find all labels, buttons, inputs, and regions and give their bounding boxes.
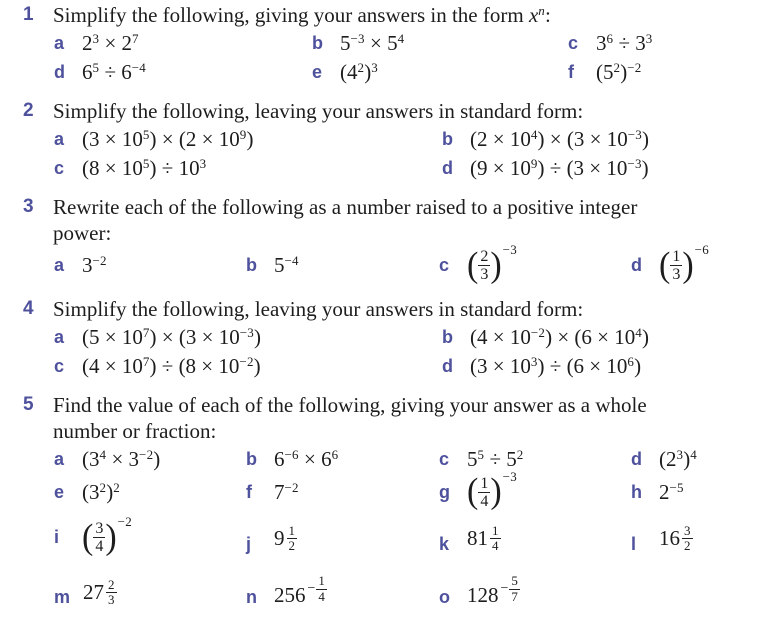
math-text: number or fraction: xyxy=(53,418,217,443)
math-text: 3 xyxy=(82,253,93,278)
math-text: 27 xyxy=(83,579,105,604)
math-text: ) xyxy=(153,446,161,471)
math-text: ÷ 3 xyxy=(613,31,646,55)
math-text: × 2 xyxy=(99,31,133,55)
math-text: ) ÷ (8 × 10 xyxy=(149,353,240,378)
item-letter: k xyxy=(439,533,450,554)
math-text: (2 xyxy=(659,446,677,471)
exponent: 4 xyxy=(397,31,405,46)
fraction xyxy=(670,248,682,284)
question-header xyxy=(23,296,760,322)
exercise-item xyxy=(442,155,760,182)
numerator: 3 xyxy=(95,520,104,538)
fraction xyxy=(509,574,520,604)
item-letter: e xyxy=(54,481,65,502)
item-expression xyxy=(467,525,501,564)
exercise-item xyxy=(54,30,312,57)
math-text: 2 xyxy=(659,479,670,504)
exercise-item xyxy=(246,512,439,564)
question-block xyxy=(23,296,760,380)
math-text: Find the value of each of the following, giving your answer as a whole xyxy=(53,392,647,417)
numerator: 1 xyxy=(672,248,681,265)
math-text: 81 xyxy=(467,526,488,551)
exponent: 4 xyxy=(530,127,538,142)
item-expression xyxy=(659,479,684,506)
exercise-item xyxy=(568,30,760,57)
close-paren-glyph: ) xyxy=(490,472,502,512)
exponent: 7 xyxy=(142,353,150,369)
fraction xyxy=(478,248,490,284)
exponent: −2 xyxy=(239,353,254,369)
exponent: −2 xyxy=(92,253,107,269)
item-letter: f xyxy=(246,481,252,502)
math-text: (3 × 10 xyxy=(470,353,531,378)
exponent: −3 xyxy=(627,127,642,142)
exponent: 4 xyxy=(99,446,107,462)
exponent: 4 xyxy=(690,446,697,462)
item-letter: a xyxy=(54,448,65,469)
item-expression xyxy=(82,514,132,557)
numerator: 3 xyxy=(684,523,691,539)
exponent: −2 xyxy=(530,324,546,340)
item-letter: f xyxy=(568,62,574,82)
numerator: 5 xyxy=(511,573,518,589)
item-letter: c xyxy=(439,255,450,276)
item-letter: c xyxy=(54,355,65,376)
fraction xyxy=(93,520,105,556)
open-paren-glyph: ( xyxy=(467,472,479,512)
math-text: (4 xyxy=(340,60,358,84)
math-text: (3 × 10 xyxy=(82,127,143,151)
question-title xyxy=(53,296,583,322)
parenthesized-fraction xyxy=(467,468,517,512)
fraction xyxy=(316,574,327,604)
item-letter: j xyxy=(246,533,252,554)
exercise-item xyxy=(54,324,442,351)
item-letter: b xyxy=(442,326,453,347)
denominator: 2 xyxy=(288,538,295,554)
numerator: 1 xyxy=(288,523,295,539)
exponent: n xyxy=(538,3,545,18)
exponent: 3 xyxy=(676,446,684,462)
item-expression xyxy=(274,525,297,564)
exponent: −3 xyxy=(239,324,254,340)
item-expression xyxy=(596,30,652,57)
exercise-item xyxy=(439,569,631,614)
math-text: 256 xyxy=(274,583,306,608)
item-letter: c xyxy=(54,158,65,178)
exercise-item xyxy=(54,155,442,182)
numerator: 1 xyxy=(480,474,489,492)
exercise-item xyxy=(568,59,760,86)
parenthesized-fraction xyxy=(467,242,517,285)
item-letter: b xyxy=(246,255,257,276)
question-number: 3 xyxy=(23,196,34,217)
exercise-item xyxy=(442,126,760,153)
exercise-item xyxy=(54,479,246,506)
item-expression xyxy=(82,324,261,351)
item-expression xyxy=(470,155,649,182)
math-text: Rewrite each of the following as a number raised to a positive integer xyxy=(53,195,638,219)
exponent: −2 xyxy=(117,514,132,530)
exponent: 3 xyxy=(92,31,100,46)
math-text: 6 xyxy=(274,446,285,471)
exponent: 6 xyxy=(627,353,635,369)
item-letter: m xyxy=(54,587,71,608)
question-block xyxy=(23,194,760,284)
exercise-item xyxy=(246,569,439,614)
item-letter: d xyxy=(442,158,453,178)
exercise-item xyxy=(631,242,760,285)
exercise-item xyxy=(54,514,246,557)
item-expression xyxy=(470,126,649,153)
exercise-item xyxy=(439,468,631,512)
math-text: 128 xyxy=(467,583,499,608)
item-expression xyxy=(467,573,520,614)
item-expression xyxy=(470,324,649,351)
item-expression xyxy=(82,126,253,153)
denominator: 3 xyxy=(108,591,115,607)
item-letter: o xyxy=(439,587,450,608)
exercise-item xyxy=(246,479,439,506)
question-items xyxy=(54,242,760,285)
math-text: ) xyxy=(641,127,649,151)
question-number: 1 xyxy=(23,4,34,25)
math-text: ) × (2 × 10 xyxy=(149,127,240,151)
item-expression xyxy=(659,525,693,564)
math-text: Simplify the following, giving your answers in the form xyxy=(53,3,529,27)
exponent: 2 xyxy=(99,479,107,495)
math-text: ) xyxy=(253,324,261,349)
exponent: −5 xyxy=(669,479,684,495)
question-title xyxy=(53,2,551,28)
minus-sign: − xyxy=(500,581,509,597)
exercise-item xyxy=(631,512,760,564)
math-text: ) xyxy=(364,60,372,84)
exponent: −2 xyxy=(139,446,154,462)
fraction xyxy=(682,524,693,554)
math-text: ) ÷ (6 × 10 xyxy=(537,353,628,378)
fraction xyxy=(287,524,298,554)
math-text: 16 xyxy=(659,526,680,551)
math-text: ) xyxy=(634,353,642,378)
item-letter: d xyxy=(442,355,453,376)
fraction-exponent xyxy=(287,524,298,554)
item-expression xyxy=(596,59,641,86)
exercise-item xyxy=(439,446,631,473)
exponent: −4 xyxy=(131,60,146,75)
question-header xyxy=(23,2,760,28)
item-letter: a xyxy=(54,33,65,53)
open-paren-glyph: ( xyxy=(82,517,94,557)
item-letter: b xyxy=(246,448,257,469)
math-text: (4 × 10 xyxy=(470,324,531,349)
math-text: ÷ 6 xyxy=(99,60,132,84)
item-letter: b xyxy=(442,129,453,149)
math-text: 5 xyxy=(340,31,351,55)
math-text: ) × (6 × 10 xyxy=(545,324,636,349)
item-expression xyxy=(274,479,299,506)
fraction-exponent xyxy=(501,574,520,604)
exponent: 5 xyxy=(92,60,100,75)
math-text: : xyxy=(544,3,551,27)
item-letter: d xyxy=(631,255,642,276)
item-expression xyxy=(467,468,517,512)
item-letter: b xyxy=(312,33,323,53)
item-letter: e xyxy=(312,62,323,82)
question-header xyxy=(23,194,760,246)
fraction xyxy=(490,524,501,554)
close-paren-glyph: ) xyxy=(682,245,694,285)
math-text: 5 xyxy=(274,253,285,278)
open-paren-glyph: ( xyxy=(659,245,671,285)
exponent: 9 xyxy=(239,127,247,142)
question-block xyxy=(23,392,760,618)
exercise-item xyxy=(246,446,439,473)
exercise-item xyxy=(54,353,442,380)
question-title xyxy=(53,392,647,444)
math-text: ÷ 5 xyxy=(484,446,517,471)
math-text: (3 xyxy=(82,446,100,471)
fraction xyxy=(106,578,117,608)
math-text: (5 × 10 xyxy=(82,324,143,349)
item-expression xyxy=(82,446,160,473)
numerator: 2 xyxy=(108,576,115,592)
math-text: (5 xyxy=(596,60,614,84)
item-expression xyxy=(82,30,139,57)
item-letter: i xyxy=(54,527,60,548)
item-expression xyxy=(470,353,641,380)
item-expression xyxy=(274,252,299,279)
item-expression xyxy=(659,446,697,473)
math-text: 7 xyxy=(274,479,285,504)
denominator: 7 xyxy=(511,588,518,604)
question-number: 5 xyxy=(23,393,34,415)
exponent: −6 xyxy=(284,446,299,462)
item-expression xyxy=(82,252,107,279)
item-expression xyxy=(340,59,378,86)
exponent: 6 xyxy=(331,446,339,462)
open-paren-glyph: ( xyxy=(467,245,479,285)
denominator: 4 xyxy=(492,538,499,554)
item-letter: g xyxy=(439,481,450,502)
math-text: ) ÷ (3 × 10 xyxy=(537,156,628,180)
denominator: 2 xyxy=(684,538,691,554)
exponent: 3 xyxy=(530,353,538,369)
fraction-exponent xyxy=(106,578,117,608)
exponent: 2 xyxy=(613,60,621,75)
exercise-item xyxy=(54,252,246,279)
item-expression xyxy=(83,576,117,618)
question-header xyxy=(23,392,760,444)
fraction-exponent xyxy=(308,574,327,604)
item-expression xyxy=(82,155,206,182)
denominator: 4 xyxy=(318,588,325,604)
question-title xyxy=(53,98,583,124)
exponent: 5 xyxy=(477,446,485,462)
item-expression xyxy=(274,446,338,473)
item-expression xyxy=(274,573,327,614)
math-text: ) xyxy=(683,446,691,471)
numerator: 1 xyxy=(318,573,325,589)
item-letter: l xyxy=(631,533,637,554)
item-letter: c xyxy=(439,448,450,469)
exponent: 5 xyxy=(142,127,150,142)
exponent: −3 xyxy=(350,31,365,46)
math-text: 9 xyxy=(274,526,285,551)
fraction xyxy=(478,475,490,511)
math-text: × 5 xyxy=(364,31,398,55)
question-items xyxy=(54,30,760,86)
exponent: 6 xyxy=(606,31,614,46)
item-expression xyxy=(659,242,709,285)
numerator: 2 xyxy=(480,248,489,265)
close-paren-glyph: ) xyxy=(490,245,502,285)
item-letter: n xyxy=(246,587,257,608)
item-letter: h xyxy=(631,481,642,502)
question-items xyxy=(54,126,760,182)
item-letter: a xyxy=(54,255,65,276)
exponent: 3 xyxy=(199,156,207,171)
denominator: 3 xyxy=(672,266,681,284)
minus-sign: − xyxy=(307,581,316,597)
exponent: −3 xyxy=(502,242,517,257)
question-title xyxy=(53,194,637,246)
exponent: 4 xyxy=(635,324,642,340)
exercise-item xyxy=(246,252,439,279)
math-text: 6 xyxy=(82,60,93,84)
exercise-item xyxy=(312,30,568,57)
exercise-item xyxy=(54,126,442,153)
exponent: 9 xyxy=(530,156,538,171)
exponent: −2 xyxy=(627,60,642,75)
exponent: −4 xyxy=(284,253,299,269)
item-expression xyxy=(82,59,146,86)
exponent: 5 xyxy=(142,156,150,171)
exercise-item xyxy=(442,324,760,351)
fraction-exponent xyxy=(490,524,501,554)
denominator: 4 xyxy=(95,538,104,556)
math-text: (9 × 10 xyxy=(470,156,531,180)
math-text: × 3 xyxy=(106,446,140,471)
math-text: ) xyxy=(106,479,114,504)
math-text: ) xyxy=(641,324,649,349)
item-expression xyxy=(82,353,261,380)
fraction-exponent xyxy=(682,524,693,554)
exponent: −3 xyxy=(502,468,517,484)
exercise-item xyxy=(439,242,631,285)
math-text: 2 xyxy=(82,31,93,55)
math-text: ) ÷ 10 xyxy=(149,156,200,180)
question-number: 2 xyxy=(23,100,34,121)
question-items xyxy=(54,324,760,380)
exponent: −2 xyxy=(284,479,299,495)
math-text: Simplify the following, leaving your answers in standard form: xyxy=(53,296,584,321)
question-items xyxy=(54,446,760,618)
item-letter: c xyxy=(568,33,579,53)
exercise-item xyxy=(631,479,760,506)
item-expression xyxy=(467,242,517,285)
denominator: 3 xyxy=(480,266,489,284)
question-block xyxy=(23,98,760,182)
math-text: (3 xyxy=(82,479,100,504)
exponent: 3 xyxy=(371,60,378,75)
math-text: ) xyxy=(620,60,628,84)
math-variable: x xyxy=(528,3,539,27)
exponent: 3 xyxy=(645,31,653,46)
math-text: ) × (3 × 10 xyxy=(537,127,628,151)
math-text: ) xyxy=(246,127,254,151)
math-text: power: xyxy=(53,221,112,245)
denominator: 4 xyxy=(480,492,489,510)
question-block xyxy=(23,2,760,86)
close-paren-glyph: ) xyxy=(105,517,117,557)
item-letter: a xyxy=(54,129,65,149)
item-expression xyxy=(82,479,120,506)
item-expression xyxy=(340,30,404,57)
math-text: (2 × 10 xyxy=(470,127,531,151)
math-text: × 6 xyxy=(298,446,332,471)
question-number: 4 xyxy=(23,297,34,319)
numerator: 1 xyxy=(492,523,499,539)
parenthesized-fraction xyxy=(82,514,132,557)
item-letter: d xyxy=(54,62,65,82)
exponent: 2 xyxy=(357,60,365,75)
item-letter: d xyxy=(631,448,642,469)
math-text: (8 × 10 xyxy=(82,156,143,180)
question-header xyxy=(23,98,760,124)
math-text: (4 × 10 xyxy=(82,353,143,378)
exercise-item xyxy=(312,59,568,86)
exponent: 7 xyxy=(142,324,150,340)
exercise-item xyxy=(439,512,631,564)
math-text: 3 xyxy=(596,31,607,55)
exercise-item xyxy=(54,59,312,86)
math-text: ) xyxy=(253,353,261,378)
exercise-item xyxy=(54,566,246,618)
math-text: Simplify the following, leaving your answers in standard form: xyxy=(53,99,584,123)
exponent: −6 xyxy=(694,242,709,257)
exponent: 2 xyxy=(516,446,524,462)
exercise-item xyxy=(442,353,760,380)
math-text: ) xyxy=(641,156,649,180)
exponent: −3 xyxy=(627,156,642,171)
parenthesized-fraction xyxy=(659,242,709,285)
math-text: ) × (3 × 10 xyxy=(149,324,240,349)
item-letter: a xyxy=(54,326,65,347)
exercise-item xyxy=(631,446,760,473)
exponent: 2 xyxy=(113,479,120,495)
exercise-item xyxy=(54,446,246,473)
exponent: 7 xyxy=(132,31,139,46)
math-text: 5 xyxy=(467,446,478,471)
